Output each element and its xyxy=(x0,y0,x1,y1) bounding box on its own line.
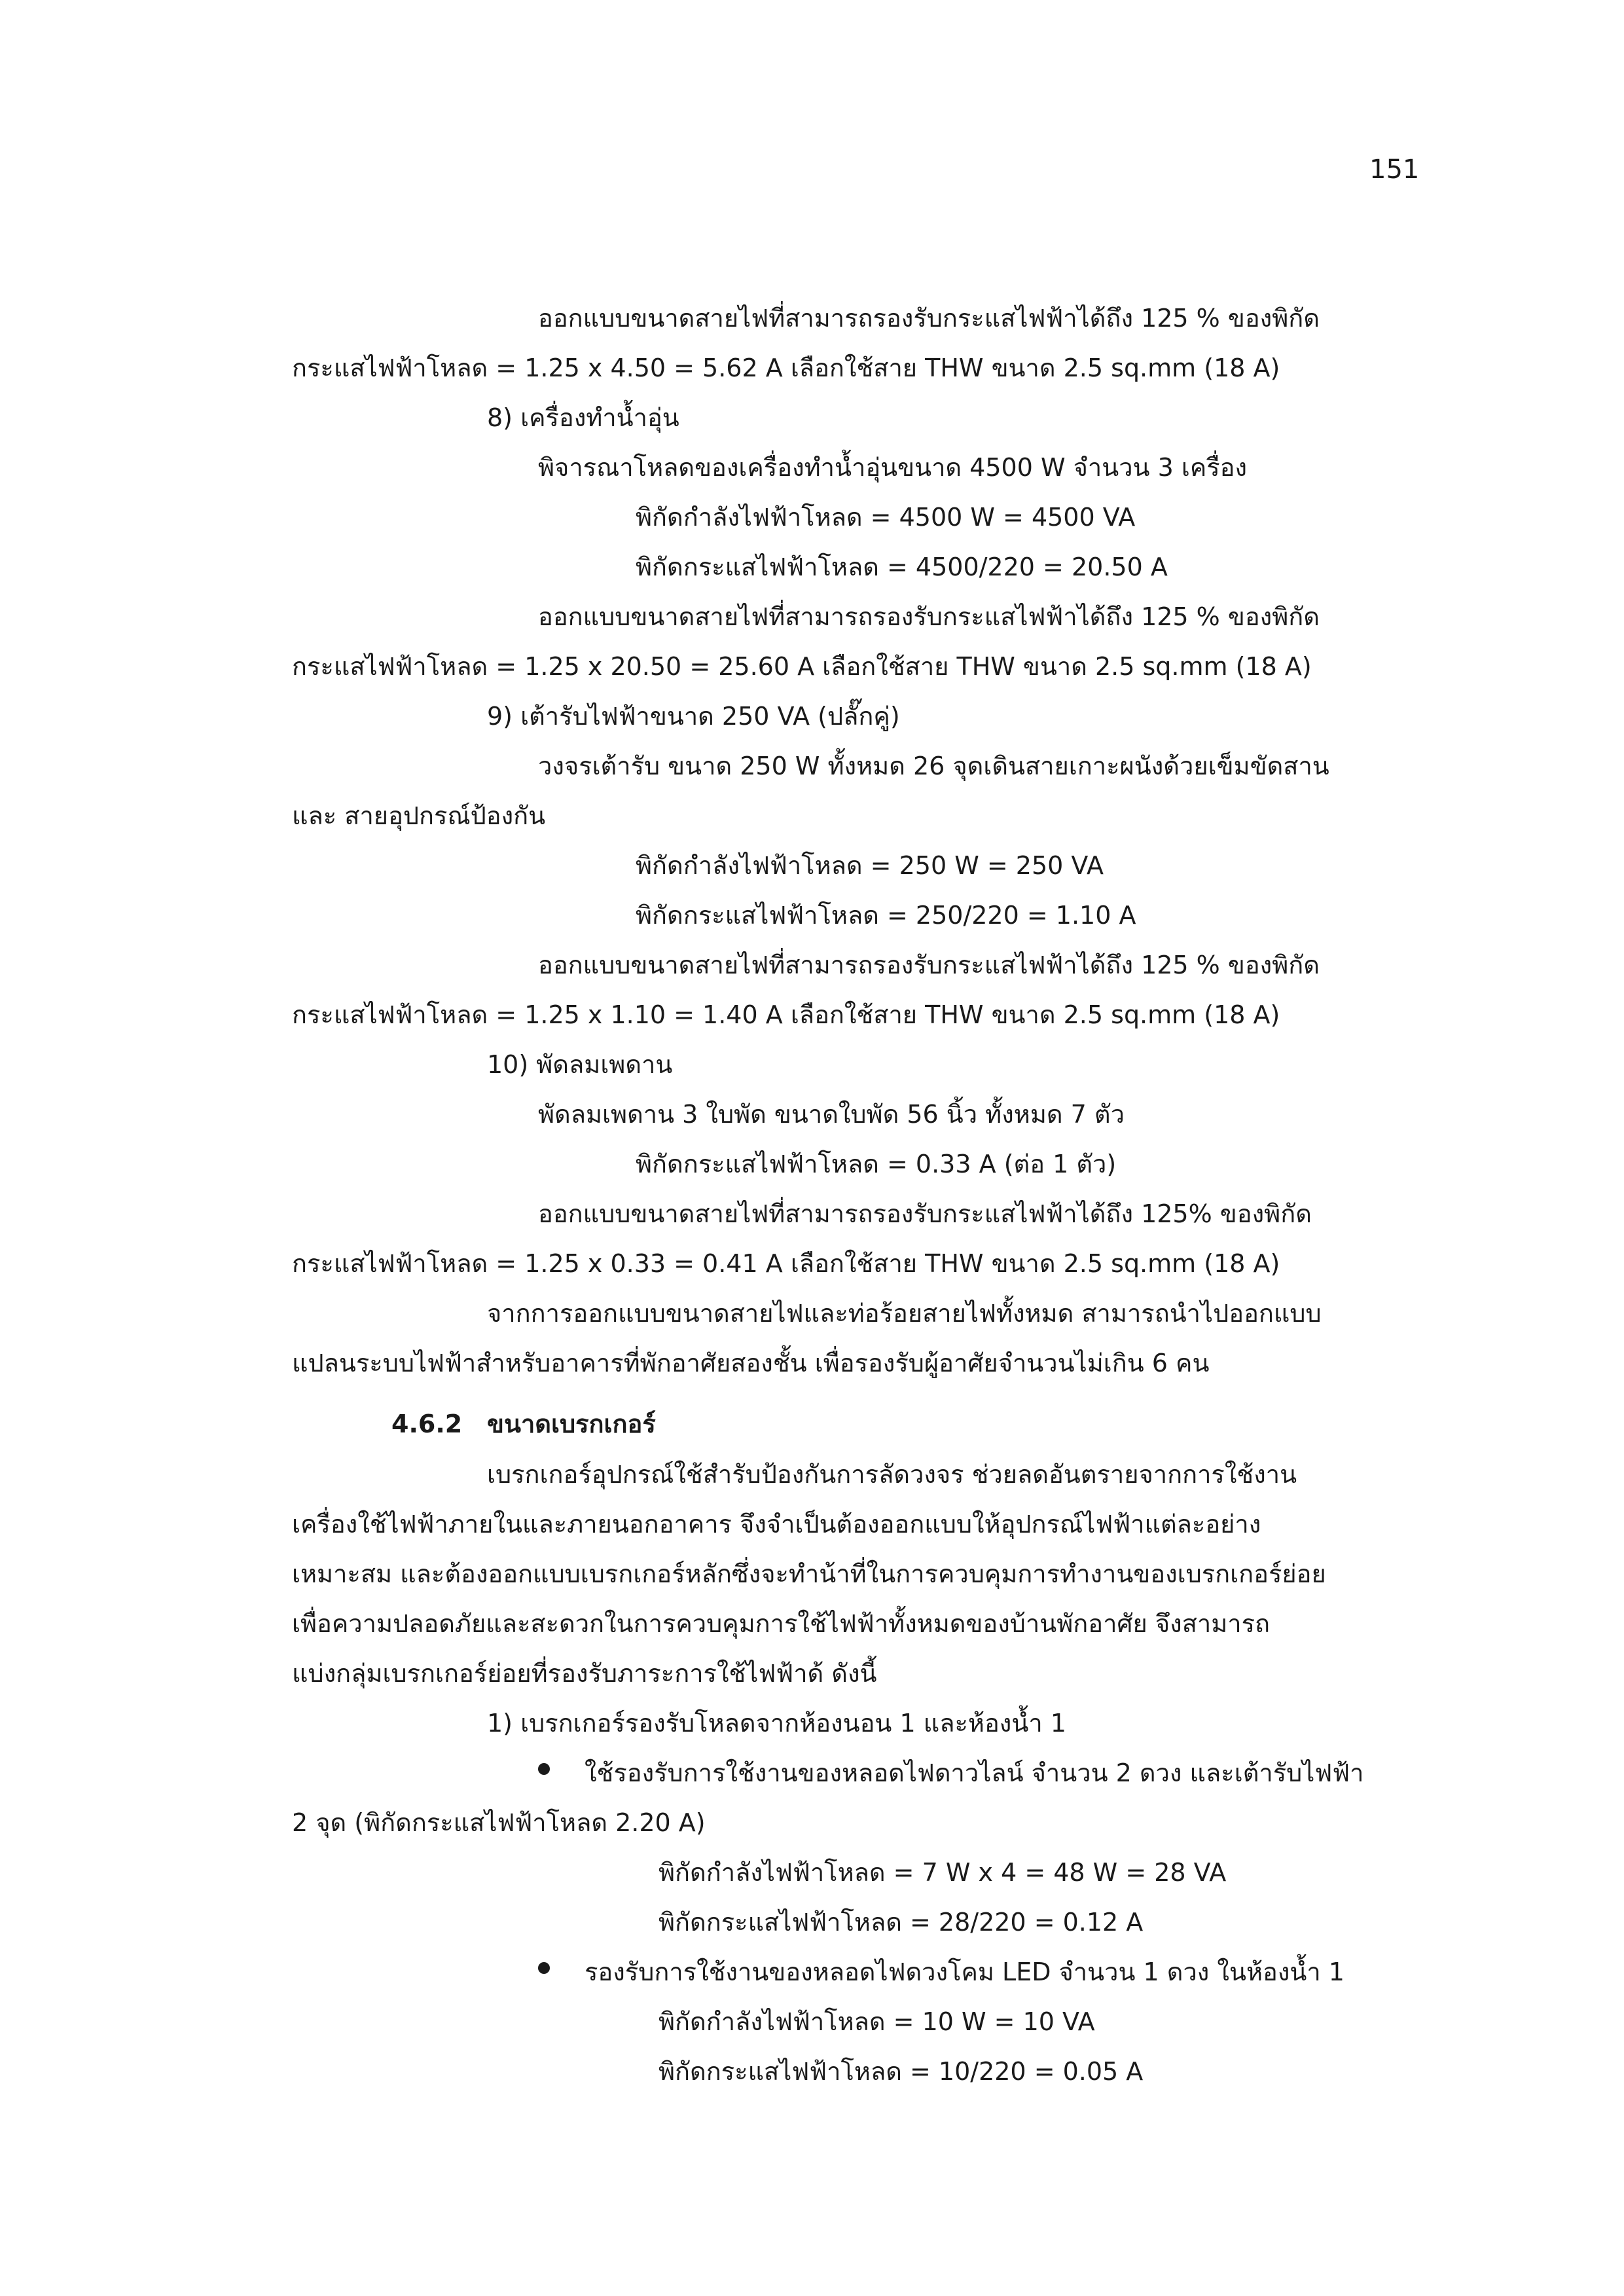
list-item-heading: 1) เบรกเกอร์รองรับโหลดจากห้องนอน 1 และห้องน้ำ 1 xyxy=(487,1709,1066,1738)
text-line: พัดลมเพดาน 3 ใบพัด ขนาดใบพัด 56 นิ้ว ทั้งหมด 7 ตัว xyxy=(538,1100,1125,1129)
section-title: ขนาดเบรกเกอร์ xyxy=(487,1410,656,1438)
text-line: ออกแบบขนาดสายไฟที่สามารถรองรับกระแสไฟฟ้าได้ถึง 125 % ของพิกัด xyxy=(538,602,1320,631)
text-line: กระแสไฟฟ้าโหลด = 1.25 x 0.33 = 0.41 A เลือกใช้สาย THW ขนาด 2.5 sq.mm (18 A) xyxy=(292,1249,1280,1278)
text-line: และ สายอุปกรณ์ป้องกัน xyxy=(292,801,546,830)
text-line: เบรกเกอร์อุปกรณ์ใช้สำรับป้องกันการลัดวงจร ช่วยลดอันตรายจากการใช้งาน xyxy=(487,1460,1297,1489)
list-item-heading: 9) เต้ารับไฟฟ้าขนาด 250 VA (ปลั๊กคู่) xyxy=(487,702,900,731)
section-number: 4.6.2 xyxy=(391,1410,463,1438)
text-line: ออกแบบขนาดสายไฟที่สามารถรองรับกระแสไฟฟ้าได้ถึง 125% ของพิกัด xyxy=(538,1199,1312,1228)
text-line: ใช้รองรับการใช้งานของหลอดไฟดาวไลน์ จำนวน 2 ดวง และเต้ารับไฟฟ้า xyxy=(585,1758,1364,1787)
text-line: เหมาะสม และต้องออกแบบเบรกเกอร์หลักซึ่งจะทำน้าที่ในการควบคุมการทำงานของเบรกเกอร์ย่อย xyxy=(292,1559,1326,1588)
text-line: จากการออกแบบขนาดสายไฟและท่อร้อยสายไฟทั้งหมด สามารถนำไปออกแบบ xyxy=(487,1299,1322,1328)
list-item-heading: 8) เครื่องทำน้ำอุ่น xyxy=(487,403,679,432)
bullet-icon xyxy=(538,1763,550,1775)
text-line: 2 จุด (พิกัดกระแสไฟฟ้าโหลด 2.20 A) xyxy=(292,1808,706,1837)
text-line: ออกแบบขนาดสายไฟที่สามารถรองรับกระแสไฟฟ้าได้ถึง 125 % ของพิกัด xyxy=(538,951,1320,979)
text-line: เครื่องใช้ไฟฟ้าภายในและภายนอกอาคาร จึงจำเป็นต้องออกแบบให้อุปกรณ์ไฟฟ้าแต่ละอย่าง xyxy=(292,1510,1261,1539)
text-line: พิกัดกำลังไฟฟ้าโหลด = 7 W x 4 = 48 W = 28 VA xyxy=(659,1858,1227,1887)
text-line: กระแสไฟฟ้าโหลด = 1.25 x 20.50 = 25.60 A เลือกใช้สาย THW ขนาด 2.5 sq.mm (18 A) xyxy=(292,652,1312,681)
list-item-heading: 10) พัดลมเพดาน xyxy=(487,1050,673,1079)
text-line: พิกัดกระแสไฟฟ้าโหลด = 4500/220 = 20.50 A xyxy=(636,553,1168,581)
text-line: พิกัดกระแสไฟฟ้าโหลด = 0.33 A (ต่อ 1 ตัว) xyxy=(636,1150,1117,1178)
text-line: พิกัดกระแสไฟฟ้าโหลด = 10/220 = 0.05 A xyxy=(659,2057,1144,2086)
text-line: พิกัดกระแสไฟฟ้าโหลด = 250/220 = 1.10 A xyxy=(636,901,1136,930)
text-line: แปลนระบบไฟฟ้าสำหรับอาคารที่พักอาศัยสองชั้น เพื่อรองรับผู้อาศัยจำนวนไม่เกิน 6 คน xyxy=(292,1349,1210,1377)
text-line: กระแสไฟฟ้าโหลด = 1.25 x 4.50 = 5.62 A เลือกใช้สาย THW ขนาด 2.5 sq.mm (18 A) xyxy=(292,354,1280,382)
text-line: ออกแบบขนาดสายไฟที่สามารถรองรับกระแสไฟฟ้าได้ถึง 125 % ของพิกัด xyxy=(538,304,1320,333)
text-line: แบ่งกลุ่มเบรกเกอร์ย่อยที่รองรับภาระการใช้ไฟฟ้าด้ ดังนี้ xyxy=(292,1659,877,1688)
page-number: 151 xyxy=(1369,155,1420,185)
text-line: วงจรเต้ารับ ขนาด 250 W ทั้งหมด 26 จุดเดินสายเกาะผนังด้วยเข็มขัดสาน xyxy=(538,752,1329,780)
text-line: กระแสไฟฟ้าโหลด = 1.25 x 1.10 = 1.40 A เลือกใช้สาย THW ขนาด 2.5 sq.mm (18 A) xyxy=(292,1000,1280,1029)
text-line: พิกัดกำลังไฟฟ้าโหลด = 10 W = 10 VA xyxy=(659,2007,1095,2036)
text-line: พิกัดกระแสไฟฟ้าโหลด = 28/220 = 0.12 A xyxy=(659,1908,1144,1937)
bullet-icon xyxy=(538,1962,550,1974)
text-line: พิกัดกำลังไฟฟ้าโหลด = 250 W = 250 VA xyxy=(636,851,1104,880)
text-line: พิกัดกำลังไฟฟ้าโหลด = 4500 W = 4500 VA xyxy=(636,503,1136,532)
text-line: เพื่อความปลอดภัยและสะดวกในการควบคุมการใช้ไฟฟ้าทั้งหมดของบ้านพักอาศัย จึงสามารถ xyxy=(292,1609,1271,1638)
text-line: รองรับการใช้งานของหลอดไฟดวงโคม LED จำนวน 1 ดวง ในห้องน้ำ 1 xyxy=(585,1958,1344,1986)
text-line: พิจารณาโหลดของเครื่องทำน้ำอุ่นขนาด 4500 W จำนวน 3 เครื่อง xyxy=(538,453,1248,482)
